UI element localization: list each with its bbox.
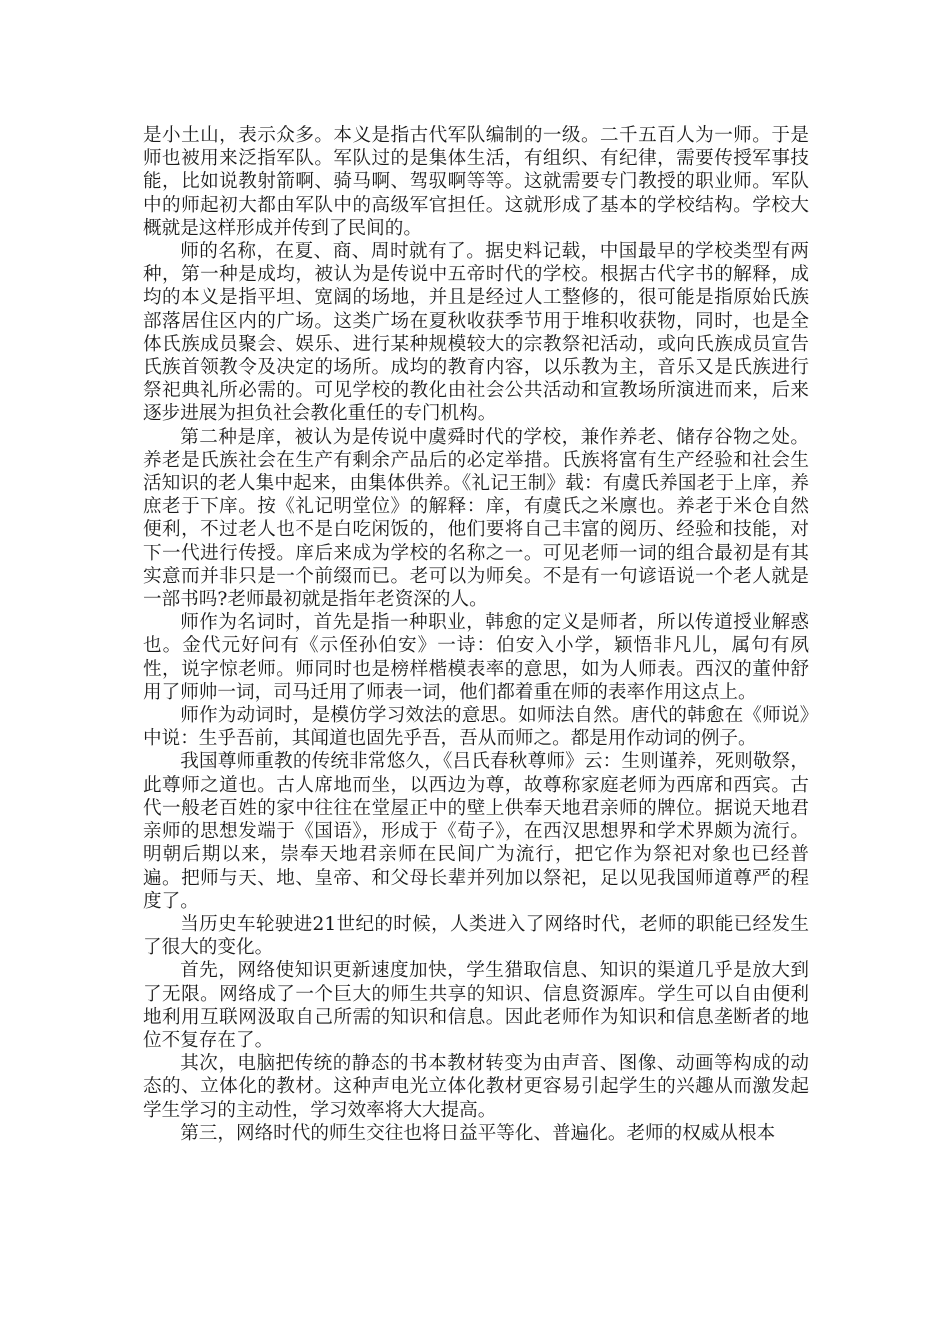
paragraph-6: 我国尊师重教的传统非常悠久，《吕氏春秋尊师》云：生则谨养，死则敬祭，此尊师之道也。古人席地而坐，以西边为尊，故尊称家庭老师为西席和西宾。古代一般老百姓的家中往往在堂屋正中的壁上供奉天地君亲师的牌位。据说天地君亲师的思想发端于《国语》，形成于《荀子》，在西汉思想界和学术界颇为流行。明朝后期以来，崇奉天地君亲师在民间广为流行，把它作为祭祀对象也已经普遍。把师与天、地、皇帝、和父母长辈并列加以祭祀，足以见我国师道尊严的程度了。	[143, 751, 809, 912]
paragraph-4: 师作为名词时，首先是指一种职业，韩愈的定义是师者，所以传道授业解惑也。金代元好问有《示侄孙伯安》一诗：伯安入小学，颖悟非凡儿，属句有夙性，说字惊老师。师同时也是榜样楷模表率的意思，如为人师表。西汉的董仲舒用了师帅一词，司马迁用了师表一词，他们都着重在师的表率作用这点上。	[143, 612, 809, 703]
paragraph-10: 第三，网络时代的师生交往也将日益平等化、普遍化。老师的权威从根本	[180, 1122, 776, 1144]
paragraph-5: 师作为动词时，是模仿学习效法的意思。如师法自然。唐代的韩愈在《师说》中说：生乎吾前，其闻道也固先乎吾，吾从而师之。都是用作动词的例子。	[143, 705, 809, 750]
paragraph-8: 首先，网络使知识更新速度加快，学生猎取信息、知识的渠道几乎是放大到了无限。网络成了一个巨大的师生共享的知识、信息资源库。学生可以自由便利地利用互联网汲取自己所需的知识和信息。因此老师作为知识和信息垄断者的地位不复存在了。	[143, 960, 809, 1051]
paragraph-2: 师的名称，在夏、商、周时就有了。据史料记载，中国最早的学校类型有两种，第一种是成均，被认为是传说中五帝时代的学校。根据古代字书的解释，成均的本义是指平坦、宽阔的场地，并且是经过人工整修的，很可能是指原始氏族部落居住区内的广场。这类广场在夏秋收获季节用于堆积收获物，同时，也是全体氏族成员聚会、娱乐、进行某种规模较大的宗教祭祀活动，或向氏族成员宣告氏族首领教令及决定的场所。成均的教育内容，以乐教为主，音乐又是氏族进行祭祀典礼所必需的。可见学校的教化由社会公共活动和宣教场所演进而来，后来逐步进展为担负社会教化重任的专门机构。	[143, 241, 809, 425]
paragraph-9: 其次，电脑把传统的静态的书本教材转变为由声音、图像、动画等构成的动态的、立体化的教材。这种声电光立体化教材更容易引起学生的兴趣从而激发起学生学习的主动性，学习效率将大大提高。	[143, 1053, 809, 1121]
document-page	[143, 124, 809, 1145]
paragraph-7: 当历史车轮驶进21世纪的时候，人类进入了网络时代，老师的职能已经发生了很大的变化。	[143, 913, 809, 959]
paragraph-1: 是小土山，表示众多。本义是指古代军队编制的一级。二千五百人为一师。于是师也被用来泛指军队。军队过的是集体生活，有组织、有纪律，需要传授军事技能，比如说教射箭啊、骑马啊、驾驭啊等等。这就需要专门教授的职业师。军队中的师起初大都由军队中的高级军官担任。这就形成了基本的学校结构。学校大概就是这样形成并传到了民间的。	[143, 125, 809, 239]
paragraph-3: 第二种是庠，被认为是传说中虞舜时代的学校，兼作养老、储存谷物之处。养老是氏族社会在生产有剩余产品后的必定举措。氏族将富有生产经验和社会生活知识的老人集中起来，由集体供养。《礼记王制》载：有虞氏养国老于上庠，养庶老于下庠。按《礼记明堂位》的解释：庠，有虞氏之米廪也。养老于米仓自然便利，不过老人也不是白吃闲饭的，他们要将自己丰富的阅历、经验和技能，对下一代进行传授。庠后来成为学校的名称之一。可见老师一词的组合最初是有其实意而并非只是一个前缀而已。老可以为师矣。不是有一句谚语说一个老人就是一部书吗?老师最初就是指年老资深的人。	[143, 426, 809, 611]
